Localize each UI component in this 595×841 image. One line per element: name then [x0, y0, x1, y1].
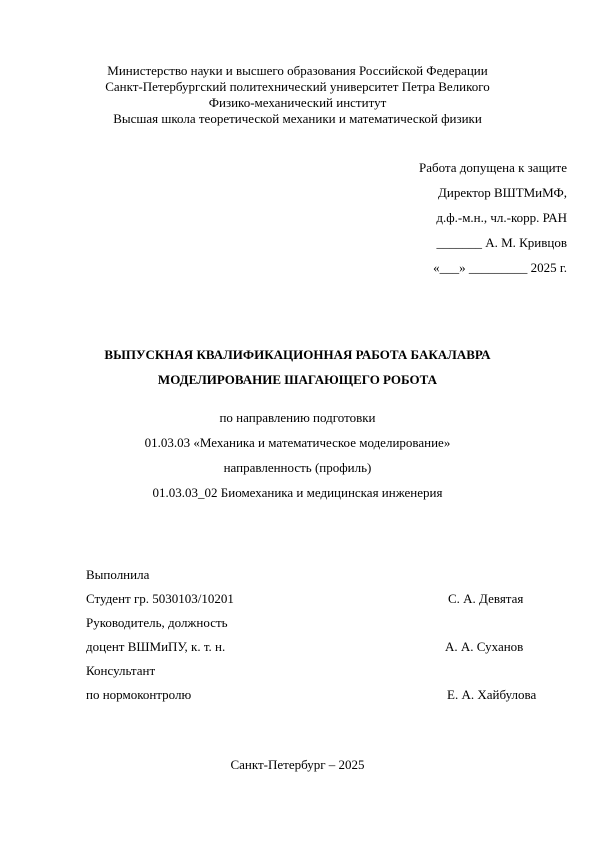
approval-director-line: Директор ВШТМиМФ, — [438, 185, 567, 200]
approval-date-line: «___» _________ 2025 г. — [433, 260, 567, 275]
approval-block — [419, 155, 567, 280]
profile-code: 01.03.03_02 Биомеханика и медицинская инженерия — [152, 485, 443, 500]
direction-label: по направлению подготовки — [219, 410, 376, 425]
supervisor-label: Руководитель, должность — [86, 615, 228, 630]
supervisor-label-row — [86, 611, 556, 635]
completed-label: Выполнила — [86, 567, 150, 582]
consultant-name: Е. А. Хайбулова — [447, 687, 537, 702]
direction-block — [0, 405, 595, 505]
approval-admitted-line: Работа допущена к защите — [418, 160, 567, 175]
work-type-heading: ВЫПУСКНАЯ КВАЛИФИКАЦИОННАЯ РАБОТА БАКАЛАВРА — [104, 347, 491, 362]
student-name: С. А. Девятая — [448, 591, 524, 606]
supervisor-row — [86, 635, 556, 659]
profile-label: направленность (профиль) — [223, 460, 372, 475]
consultant-row — [86, 683, 556, 707]
consultant-role: по нормоконтролю — [86, 687, 192, 702]
organization-header — [0, 63, 595, 127]
ministry-line: Министерство науки и высшего образования Российской Федерации — [107, 63, 488, 78]
student-row — [86, 587, 556, 611]
completed-row — [86, 563, 556, 587]
supervisor-name: А. А. Суханов — [445, 639, 524, 654]
direction-code: 01.03.03 «Механика и математическое моделирование» — [144, 435, 451, 450]
approval-signature-line: _______ А. М. Кривцов — [436, 235, 567, 250]
institute-line: Физико-механический институт — [208, 95, 387, 110]
thesis-title-block — [0, 342, 595, 392]
approval-degree-line: д.ф.-м.н., чл.-корр. РАН — [436, 210, 567, 225]
city-year-footer: Санкт-Петербург – 2025 — [230, 757, 365, 772]
signatures-block — [86, 563, 556, 707]
school-line: Высшая школа теоретической механики и математической физики — [113, 111, 482, 126]
consultant-label-row — [86, 659, 556, 683]
supervisor-role: доцент ВШМиПУ, к. т. н. — [86, 639, 226, 654]
topic-heading: МОДЕЛИРОВАНИЕ ШАГАЮЩЕГО РОБОТА — [157, 372, 438, 387]
consultant-label: Консультант — [86, 663, 156, 678]
university-line: Санкт-Петербургский политехнический университет Петра Великого — [105, 79, 490, 94]
student-role: Студент гр. 5030103/10201 — [86, 591, 234, 606]
